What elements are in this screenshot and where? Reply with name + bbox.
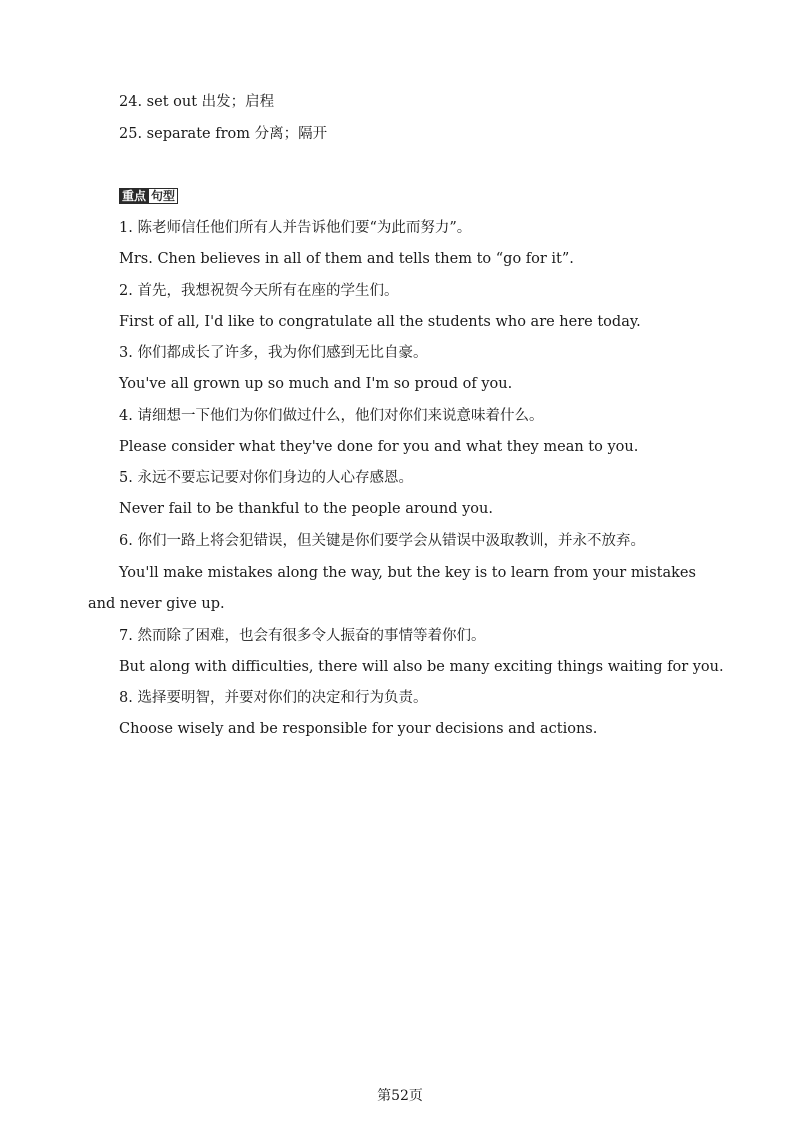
sentence-8-english: Choose wisely and be responsible for your decisions and actions. xyxy=(119,721,598,737)
sentence-5-english: Never fail to be thankful to the people around you. xyxy=(119,501,493,517)
sentence-7-english: But along with difficulties, there will also be many exciting things waiting for you. xyxy=(119,659,724,675)
sentence-7-chinese: 7. 然而除了困难，也会有很多令人振奋的事情等着你们。 xyxy=(119,628,486,644)
section-tag-label-2: 句型 xyxy=(149,188,178,204)
sentence-4-chinese: 4. 请细想一下他们为你们做过什么，他们对你们来说意味着什么。 xyxy=(119,408,544,424)
sentence-2-chinese: 2. 首先，我想祝贺今天所有在座的学生们。 xyxy=(119,283,399,299)
sentence-8-chinese: 8. 选择要明智，并要对你们的决定和行为负责。 xyxy=(119,690,428,706)
sentence-3-english: You've all grown up so much and I'm so proud of you. xyxy=(119,376,513,392)
sentence-6-chinese: 6. 你们一路上将会犯错误，但关键是你们要学会从错误中汲取教训，并永不放弃。 xyxy=(119,533,645,549)
sentence-3-chinese: 3. 你们都成长了许多，我为你们感到无比自豪。 xyxy=(119,345,428,361)
sentence-1-chinese: 1. 陈老师信任他们所有人并告诉他们要“为此而努力”。 xyxy=(119,220,472,236)
sentence-1-english: Mrs. Chen believes in all of them and tells them to “go for it”. xyxy=(119,251,574,267)
page-number: 第52页 xyxy=(377,1088,423,1104)
sentence-5-chinese: 5. 永远不要忘记要对你们身边的人心存感恩。 xyxy=(119,470,413,486)
section-tag-label-1: 重点 xyxy=(119,188,149,204)
vocab-item-25: 25. separate from 分离；隔开 xyxy=(119,126,328,142)
sentence-6-english: You'll make mistakes along the way, but the key is to learn from your mistakes and never give up. xyxy=(88,565,696,612)
sentence-4-english: Please consider what they've done for you and what they mean to you. xyxy=(119,439,639,455)
vocab-item-24: 24. set out 出发；启程 xyxy=(119,94,275,110)
sentence-2-english: First of all, I'd like to congratulate all the students who are here today. xyxy=(119,314,641,330)
section-heading-key-sentences xyxy=(119,188,178,204)
